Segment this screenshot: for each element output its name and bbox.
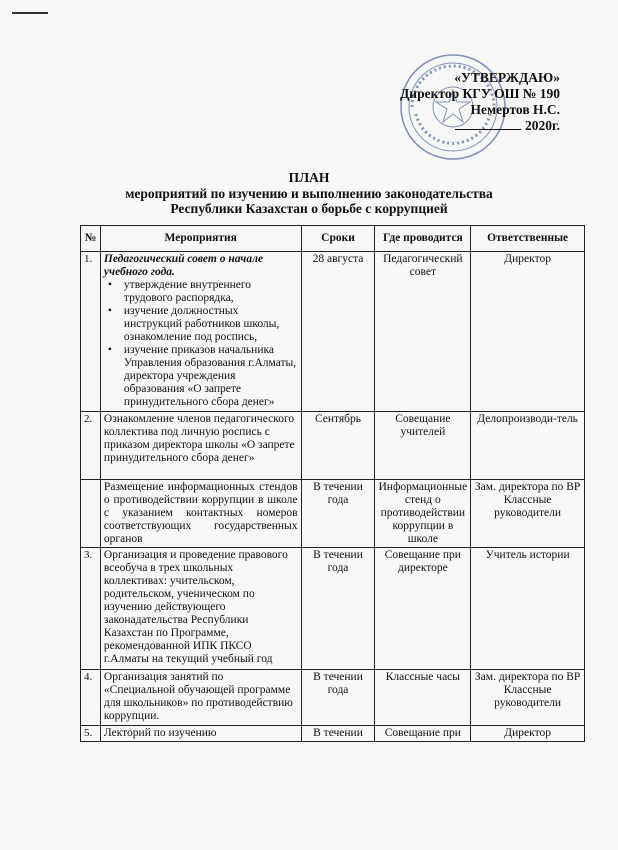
row-place: Совещание при: [375, 726, 471, 742]
table-row: [81, 412, 585, 480]
row-responsible: Делопроизводи-тель: [471, 412, 585, 480]
row-responsible: Зам. директора по ВР Классные руководители: [471, 480, 585, 548]
row-activity: Организация занятий по «Специальной обучающей программе для школьников» по противодействию коррупции.: [100, 670, 301, 726]
row-term: В течении года: [301, 670, 375, 726]
list-item: • утверждение внутреннего трудового распорядка,: [104, 279, 298, 305]
header-responsible: Ответственные: [471, 226, 585, 252]
row-number: 5.: [81, 726, 101, 742]
date-blank-line: [455, 118, 521, 130]
row-responsible: Учитель истории: [471, 548, 585, 670]
row-term: В течении: [301, 726, 375, 742]
header-number: №: [81, 226, 101, 252]
approval-block: [400, 70, 560, 134]
table-row: [81, 670, 585, 726]
approval-director-title: Директор КГУ ОШ № 190: [400, 86, 560, 101]
row-place: Совещание при директоре: [375, 548, 471, 670]
header-term: Сроки: [301, 226, 375, 252]
approval-director-name: Немертов Н.С.: [470, 102, 560, 117]
list-item: • изучение должностных инструкций работников школы, ознакомление под роспись,: [104, 305, 298, 344]
row-term: Сентябрь: [301, 412, 375, 480]
table-row: [81, 480, 585, 548]
row-activity: Размещение информационных стендов о противодействии коррупции в школе с указанием контактных номеров соответствующих государственных органов: [100, 480, 301, 548]
row-place: Информационные стенд о противодействии коррупции в школе: [375, 480, 471, 548]
council-title: Педагогический совет о начале учебного года.: [103, 253, 264, 278]
row-number: 3.: [81, 548, 101, 670]
row-number: 4.: [81, 670, 101, 726]
row-number: [81, 480, 101, 548]
approval-heading: «УТВЕРЖДАЮ»: [454, 70, 560, 85]
row-place: Педагогический совет: [375, 252, 471, 412]
document-title: [80, 170, 538, 217]
table-header-row: [81, 226, 585, 252]
table-row: [81, 726, 585, 742]
table-row: [81, 252, 585, 412]
row-term: В течении года: [301, 548, 375, 670]
approval-date-line: [400, 118, 560, 134]
row-responsible: Директор: [471, 726, 585, 742]
table-row: [81, 548, 585, 670]
header-activity: Мероприятия: [100, 226, 301, 252]
row-term: В течении года: [301, 480, 375, 548]
title-line-2: мероприятий по изучению и выполнению законодательства: [125, 185, 493, 201]
row-activity: Ознакомление членов педагогического коллектива под личную роспись с приказом директора школы «О запрете принудительного сбора денег»: [100, 412, 301, 480]
row-place: Классные часы: [375, 670, 471, 726]
scan-corner-mark: [12, 12, 48, 14]
approval-date: 2020г.: [525, 118, 560, 133]
row-activity: [100, 252, 301, 412]
council-bullet-list: [104, 279, 298, 409]
title-line-1: ПЛАН: [288, 170, 330, 185]
row-term: 28 августа: [301, 252, 375, 412]
row-activity: Организация и проведение правового всеобуча в трех школьных коллективах: учительском, родительском, ученическом по изучению действующего законадательства Республики Казахстан по Программе, рекомендованной ИПК ПКСО г.Алматы на текущий учебный год: [100, 548, 301, 670]
plan-table: [80, 225, 585, 742]
row-responsible: Зам. директора по ВР Классные руководители: [471, 670, 585, 726]
row-responsible: Директор: [471, 252, 585, 412]
title-line-3: Республики Казахстан о борьбе с коррупцией: [170, 201, 448, 216]
row-place: Совещание учителей: [375, 412, 471, 480]
row-number: 2.: [81, 412, 101, 480]
list-item: • изучение приказов начальника Управления образования г.Алматы, директора учреждения образования «О запрете принудительного сбора денег»: [104, 344, 298, 409]
row-activity: Лекторий по изучению: [100, 726, 301, 742]
row-number: 1.: [81, 252, 101, 412]
header-place: Где проводится: [375, 226, 471, 252]
